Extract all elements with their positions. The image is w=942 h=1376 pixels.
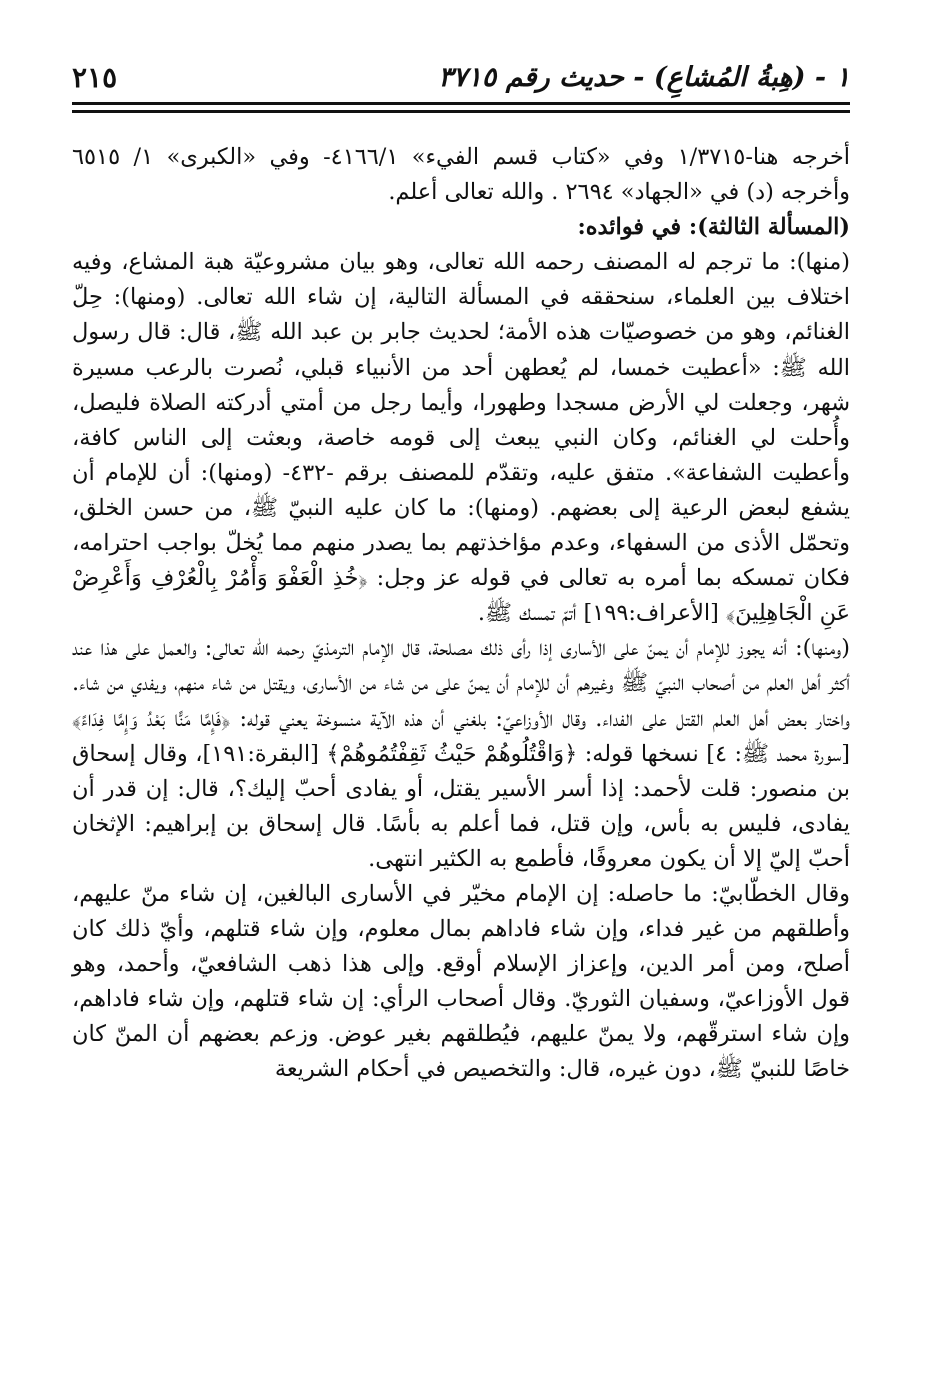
chapter-title: ١ - (هِبةُ المُشاعِ) - حديث رقم ٣٧١٥: [438, 62, 850, 93]
running-header: [72, 58, 850, 98]
header-rule-double: [72, 110, 850, 113]
paragraph-benefits-1: (منها): ما ترجم له المصنف رحمه الله تعالى، وهو بيان مشروعيّة هبة المشاع، وفيه اختلاف بين العلماء، سنحققه في المسألة التالية، إن شاء الله تعالى. (ومنها): حِلّ الغنائم، وهو من خصوصيّات هذه الأمة؛ لحديث جابر بن عبد الله ﷺ، قال: قال رسول الله ﷺ: «أعطيت خمسا، لم يُعطهن أحد من الأنبياء قبلي، نُصرت بالرعب مسيرة شهر، وجعلت لي الأرض مسجدا وطهورا، وأيما رجل من أمتي أدركته الصلاة فليصل، وأُحلت لي الغنائم، وكان النبي يبعث إلى قومه خاصة، وبعثت إلى الناس كافة، وأعطيت الشفاعة». متفق عليه، وتقدّم للمصنف برقم -٤٣٢- (ومنها): أن للإمام أن يشفع لبعض الرعية إلى بعضهم. (ومنها): ما كان عليه النبيّ ﷺ، من حسن الخلق، وتحمّل الأذى من السفهاء، وعدم مؤاخذتهم بما يصدر منهم مما يُخلّ بواجب احترامه، فكان تمسكه بما أمره به تعالى في قوله عز وجل: ﴿خُذِ الْعَفْوَ وَأْمُرْ بِالْعُرْفِ وَأَعْرِضْ عَنِ الْجَاهِلِينَ﴾ [الأعراف:١٩٩] أتمّ تمسك ﷺ.: [72, 249, 850, 627]
paragraph-takhrij: أخرجه هنا-١/٣٧١٥ وفي «كتاب قسم الفيء» ٤١٦٦/١- وفي «الكبرى» ١/ ٦٥١٥ وأخرجه (د) في «الجهاد» ٢٦٩٤ . والله تعالى أعلم.: [72, 144, 850, 206]
paragraph-khattabi: وقال الخطّابيّ: ما حاصله: إن الإمام مخيّر في الأسارى البالغين، إن شاء منّ عليهم، وأطلقهم من غير فداء، وإن شاء فاداهم بمال معلوم، وإن شاء قتلهم، وأيّ ذلك كان أصلح، ومن أمر الدين، وإعزاز الإسلام أوقع. وإلى هذا ذهب الشافعيّ، وأحمد، وهو قول الأوزاعيّ، وسفيان الثوريّ. وقال أصحاب الرأي: إن شاء قتلهم، وإن شاء فاداهم، وإن شاء استرقّهم، ولا يمنّ عليهم، فيُطلقهم بغير عوض. وزعم بعضهم أن المنّ كان خاصًا للنبيّ ﷺ، دون غيره، قال: والتخصيص في أحكام الشريعة: [72, 880, 850, 1083]
page-number: ٢١٥: [72, 61, 118, 94]
paragraph-section-heading: (المسألة الثالثة): في فوائده:: [577, 214, 850, 241]
page-body: [72, 140, 850, 1088]
paragraph-benefits-2: (ومنها): أنه يجوز للإمام أن يمنّ على الأسارى إذا رأى ذلك مصلحة، قال الإمام الترمذيّ رحمه الله تعالى: والعمل على هذا عند أكثر أهل العلم من أصحاب النبيّ ﷺ وغيرهم أن للإمام أن يمنّ على من شاء من الأسارى، ويقتل من شاء منهم، ويفدي من شاء. واختار بعض أهل العلم القتل على الفداء. وقال الأوزاعيّ: بلغني أن هذه الآية منسوخة يعني قوله: ﴿فَإِمَّا مَنًّا بَعْدُ وَإِمَّا فِدَاءً﴾ [سورة محمد ﷺ: ٤] نسخها قوله: ﴿وَاقْتُلُوهُمْ حَيْثُ ثَقِفْتُمُوهُمْ﴾ [البقرة:١٩١]، وقال إسحاق بن منصور: قلت لأحمد: إذا أسر الأسير يقتل، أو يفادى أحبّ إليك؟، قال: إن قدر أن يفادى، فليس به بأس، وإن قتل، فما أعلم به بأسًا. قال إسحاق بن إبراهيم: الإثخان أحبّ إليّ إلا أن يكون معروفًا، فأطمع به الكثير انتهى.: [72, 635, 850, 872]
header-rule: [72, 102, 850, 105]
book-page: [72, 58, 850, 1083]
